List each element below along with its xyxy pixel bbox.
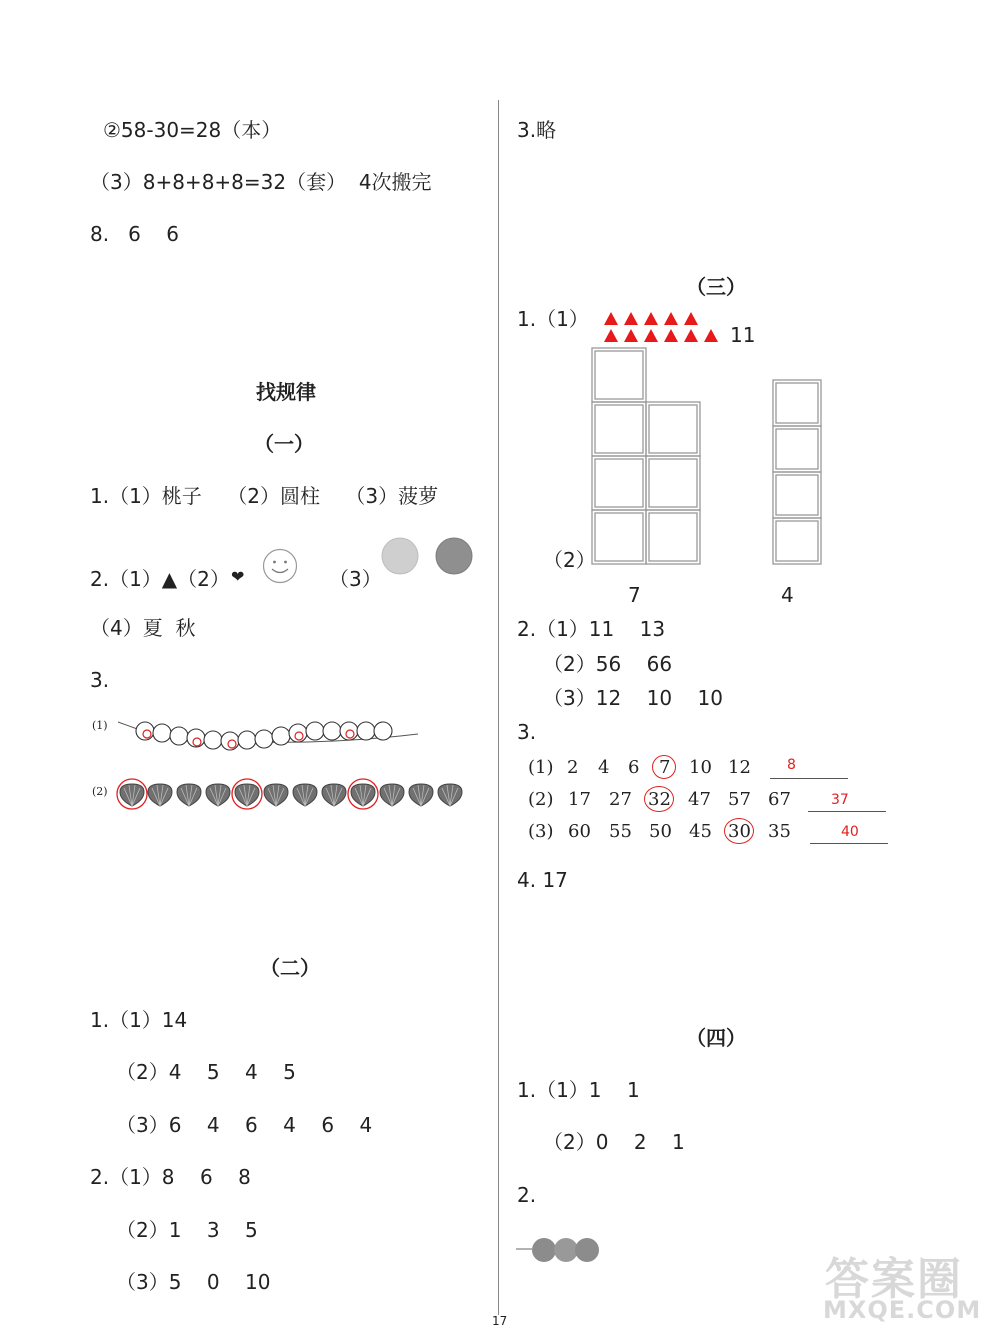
smiley-face-icon: [262, 548, 298, 584]
bead-row-2-label: (2): [92, 785, 108, 798]
heading-part-3: （三）: [686, 275, 746, 299]
s4-q1-1: 1.（1）1 1: [517, 1078, 640, 1102]
seq-1-answer: 8: [787, 757, 796, 773]
seq-3-value: 45: [689, 821, 712, 842]
square-grid-figure-b: [771, 378, 825, 568]
column-divider: [498, 100, 499, 1315]
line-2: （3）8+8+8+8=32（套） 4次搬完: [90, 170, 432, 194]
s3-q4: 4. 17: [517, 868, 568, 892]
seq-1-value: 2: [567, 757, 579, 778]
seq-3-answer-line: [810, 843, 888, 844]
s3-q2-2: （2）56 66: [543, 652, 673, 676]
bead-row-1-label: (1): [92, 719, 108, 732]
seq-1-value: 12: [728, 757, 751, 778]
s1-q2-prefix: 2.（1）▲（2）: [90, 567, 230, 591]
s2-q1-3: （3）6 4 6 4 6 4: [116, 1113, 373, 1137]
light-gray-circle-icon: [381, 537, 419, 575]
seq-2-value: 17: [568, 789, 591, 810]
watermark-logo: 答案圈: [825, 1254, 963, 1305]
seq-2-value: 47: [688, 789, 711, 810]
r-line-1: 3.略: [517, 118, 557, 142]
s3-q2-3: （3）12 10 10: [543, 686, 723, 710]
page-number: 17: [492, 1314, 508, 1328]
watermark-url: MXQE.COM: [823, 1296, 982, 1324]
s2-q2-1: 2.（1）8 6 8: [90, 1165, 251, 1189]
seq-1-value-circled: 7: [659, 757, 671, 778]
heading-part-1: （一）: [254, 432, 314, 456]
seq-1-circle-mark: [652, 755, 676, 779]
seq-1-value: 6: [628, 757, 640, 778]
seq-3-answer: 40: [841, 824, 859, 840]
square-grid-figure-a: [590, 346, 704, 568]
heading-part-4: （四）: [686, 1026, 746, 1050]
s4-q2: 2.: [517, 1183, 537, 1207]
line-1: ②58-30=28（本）: [103, 118, 282, 142]
seq-1-answer-line: [770, 778, 848, 779]
heading-part-2: （二）: [260, 956, 320, 980]
s4-q1-2: （2）0 2 1: [543, 1130, 685, 1154]
seq-3-value: 55: [609, 821, 632, 842]
s3-q3: 3.: [517, 720, 537, 744]
s3-q1-2: （2）: [543, 548, 596, 572]
s2-q2-3: （3）5 0 10: [116, 1270, 271, 1294]
seq-2-value-circled: 32: [648, 789, 671, 810]
seq-3-label: (3): [528, 821, 554, 842]
heart-icon: ❤: [231, 567, 245, 586]
seq-2-label: (2): [528, 789, 554, 810]
s2-q2-2: （2）1 3 5: [116, 1218, 258, 1242]
s1-q3: 3.: [90, 668, 110, 692]
seq-3-value-circled: 30: [728, 821, 751, 842]
seq-3-value: 50: [649, 821, 672, 842]
s2-q1-2: （2）4 5 4 5: [116, 1060, 296, 1084]
bead-string-figure: [118, 718, 428, 752]
seq-1-value: 4: [598, 757, 610, 778]
s3-q1-2-answer-a: 7: [628, 583, 641, 607]
dark-gray-circle-icon: [435, 537, 473, 575]
seq-2-answer: 37: [831, 792, 849, 808]
seq-1-value: 10: [689, 757, 712, 778]
s1-q1: 1.（1）桃子 （2）圆柱 （3）菠萝: [90, 484, 439, 508]
s3-q1-1: 1.（1）: [517, 307, 589, 331]
seq-3-value: 35: [768, 821, 791, 842]
shell-row-figure: [114, 778, 474, 810]
seq-2-value: 67: [768, 789, 791, 810]
s3-q1-2-answer-b: 4: [781, 583, 794, 607]
seq-2-circle-mark: [644, 786, 674, 812]
red-triangles-figure: [602, 310, 720, 344]
section-title: 找规律: [256, 380, 316, 404]
seq-2-answer-line: [808, 811, 886, 812]
seq-2-value: 57: [728, 789, 751, 810]
seq-2-value: 27: [609, 789, 632, 810]
s1-q2-4: （4）夏 秋: [90, 616, 196, 640]
s3-q2-1: 2.（1）11 13: [517, 617, 666, 641]
s3-q1-1-answer: 11: [730, 323, 756, 347]
seq-3-value: 60: [568, 821, 591, 842]
seq-1-label: (1): [528, 757, 554, 778]
line-3: 8. 6 6: [90, 222, 180, 246]
s1-q2-part3: （3）: [329, 567, 382, 591]
seq-3-circle-mark: [724, 818, 754, 844]
gray-beads-figure: [516, 1236, 606, 1266]
s2-q1-1: 1.（1）14: [90, 1008, 188, 1032]
